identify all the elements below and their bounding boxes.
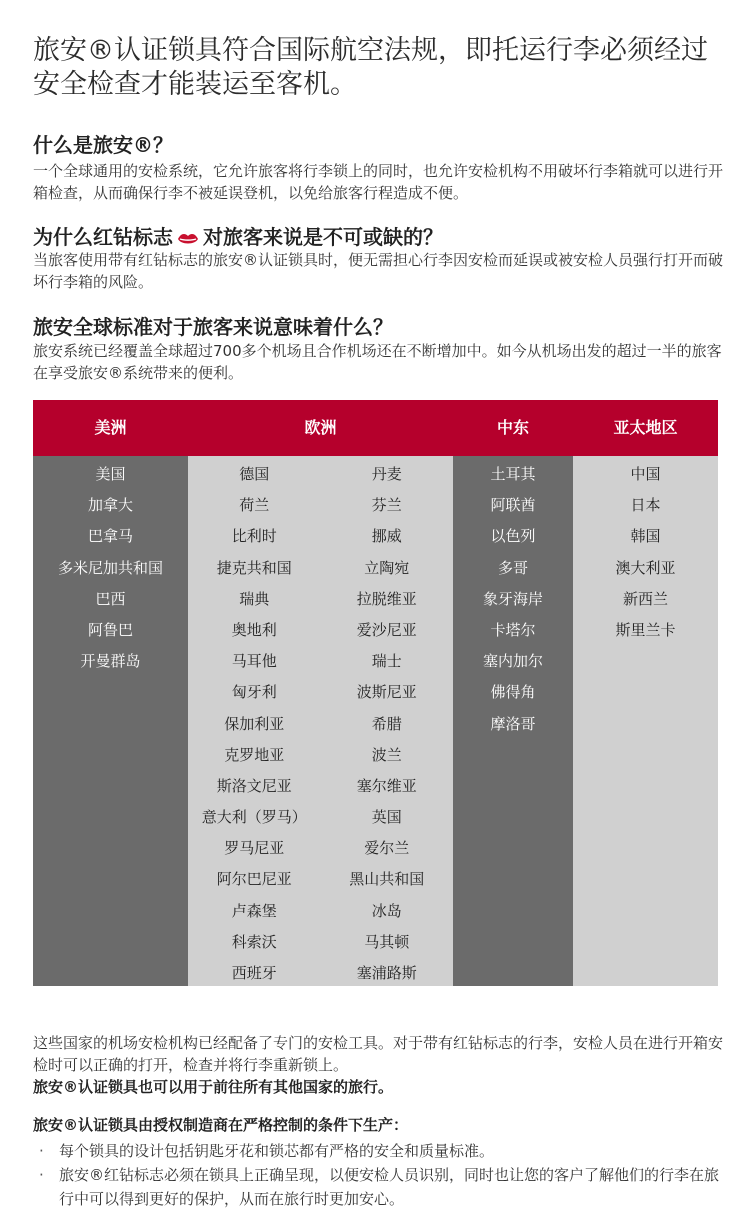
section-title-global-standard: 旅安全球标准对于旅客来说意味着什么？: [33, 315, 393, 339]
note-paragraph: [33, 1032, 723, 1098]
section-title-what-is: 什么是旅安®？: [33, 133, 173, 157]
country-item: 意大利（罗马）: [201, 808, 307, 827]
country-item: 以色列: [490, 527, 536, 546]
production-bullets: [33, 1139, 723, 1211]
column-middle-east: [453, 456, 573, 986]
country-item: 阿鲁巴: [87, 620, 133, 639]
country-item: 巴西: [95, 589, 126, 608]
page-headline: 旅安®认证锁具符合国际航空法规，即托运行李必须经过安全检查才能装运至客机。: [33, 35, 708, 100]
country-item: 捷克共和国: [216, 558, 292, 577]
country-item: 巴拿马: [87, 527, 133, 546]
country-item: 摩洛哥: [490, 714, 536, 733]
country-item: 科索沃: [231, 932, 277, 951]
country-item: 芬兰: [371, 496, 402, 515]
country-item: 爱尔兰: [364, 839, 410, 858]
production-title: 旅安®认证锁具由授权制造商在严格控制的条件下生产：: [33, 1116, 409, 1134]
country-item: 丹麦: [371, 465, 402, 483]
europe-list-right: [321, 456, 454, 990]
country-item: 保加利亚: [224, 714, 285, 733]
country-item: 英国: [371, 808, 402, 827]
country-item: 爱沙尼亚: [356, 620, 417, 639]
column-europe: [188, 456, 453, 986]
country-item: 塞浦路斯: [356, 964, 417, 982]
country-item: 克罗地亚: [224, 745, 285, 764]
country-item: 日本: [630, 496, 661, 515]
airport-country-table: [33, 400, 718, 986]
country-item: 澳大利亚: [615, 558, 676, 577]
country-item: 阿联酋: [490, 496, 536, 515]
country-item: 罗马尼亚: [224, 839, 285, 858]
middle-east-list: [453, 456, 573, 741]
section-title-why-red-diamond: [33, 224, 723, 250]
note-text: 这些国家的机场安检机构已经配备了专门的安检工具。对于带有红钻标志的行李，安检人员在进行开箱安检时可以正确的打开，检查并将行李重新锁上。: [33, 1034, 724, 1074]
country-item: 马耳他: [231, 652, 277, 671]
europe-subcolumn-right: [321, 456, 454, 990]
country-item: 比利时: [231, 527, 277, 546]
country-item: 奥地利: [231, 620, 277, 639]
country-item: 韩国: [630, 527, 661, 546]
country-item: 卢森堡: [231, 901, 277, 920]
header-asia-pacific: 亚太地区: [613, 418, 678, 437]
country-item: 荷兰: [239, 496, 270, 515]
country-item: 土耳其: [490, 465, 536, 483]
country-item: 佛得角: [490, 683, 536, 702]
country-item: 西班牙: [231, 964, 277, 982]
country-item: 加拿大: [87, 496, 133, 515]
country-item: 开曼群岛: [80, 652, 141, 671]
country-item: 波兰: [371, 745, 402, 764]
column-americas: [33, 456, 188, 986]
section-body-global-standard: 旅安系统已经覆盖全球超过700多个机场且合作机场还在不断增加中。如今从机场出发的超过一半的旅客在享受旅安®系统带来的便利。: [33, 342, 722, 382]
country-item: 冰岛: [371, 901, 402, 920]
header-middle-east: 中东: [496, 418, 529, 437]
country-item: 希腊: [371, 714, 402, 733]
column-asia-pacific: [573, 456, 718, 986]
section-body-why-red-diamond: 当旅客使用带有红钻标志的旅安®认证锁具时，便无需担心行李因安检而延误或被安检人员强行打开而破坏行李箱的风险。: [33, 251, 724, 291]
europe-list-left: [188, 456, 321, 990]
country-item: 德国: [239, 465, 270, 483]
red-lips-icon: [177, 232, 199, 246]
country-item: 瑞士: [371, 652, 402, 671]
country-item: 马其顿: [364, 932, 410, 951]
country-item: 塞尔维亚: [356, 776, 417, 795]
country-item: 波斯尼亚: [356, 683, 417, 702]
header-europe: 欧洲: [304, 418, 337, 437]
section-title-why-part2: 对旅客来说是不可或缺的？: [203, 225, 443, 249]
section-body-what-is: 一个全球通用的安检系统，它允许旅客将行李锁上的同时，也允许安检机构不用破坏行李箱就可以进行开箱检查，从而确保行李不被延误登机，以免给旅客行程造成不便。: [33, 162, 724, 202]
country-item: 新西兰: [622, 589, 668, 608]
country-item: 挪威: [371, 527, 402, 546]
country-item: 斯洛文尼亚: [216, 776, 292, 795]
country-item: 中国: [630, 465, 661, 483]
country-item: 瑞典: [239, 589, 270, 608]
country-item: 塞内加尔: [482, 652, 543, 671]
country-item: 阿尔巴尼亚: [216, 870, 292, 889]
country-item: 多哥: [497, 558, 528, 577]
production-bullet: · 旅安®红钻标志必须在锁具上正确呈现，以便安检人员识别，同时也让您的客户了解他们的行李在旅行中可以得到更好的保护，从而在旅行时更加安心。: [33, 1163, 723, 1211]
country-item: 匈牙利: [231, 683, 277, 702]
asia-pacific-list: [573, 456, 718, 647]
country-item: 美国: [95, 465, 126, 483]
country-item: 黑山共和国: [349, 870, 425, 889]
country-item: 多米尼加共和国: [57, 558, 163, 577]
table-header: [33, 400, 718, 456]
europe-subcolumn-left: [188, 456, 321, 990]
production-bullet: · 每个锁具的设计包括钥匙牙花和锁芯都有严格的安全和质量标准。: [33, 1139, 723, 1163]
country-item: 卡塔尔: [490, 620, 536, 639]
americas-list: [33, 456, 188, 678]
note-bold-text: 旅安®认证锁具也可以用于前往所有其他国家的旅行。: [33, 1078, 394, 1096]
header-americas: 美洲: [94, 418, 127, 437]
country-item: 斯里兰卡: [615, 620, 676, 639]
country-item: 立陶宛: [364, 558, 410, 577]
section-title-why-part1: 为什么红钻标志: [33, 225, 173, 249]
country-item: 拉脱维亚: [356, 589, 417, 608]
country-item: 象牙海岸: [482, 589, 543, 608]
